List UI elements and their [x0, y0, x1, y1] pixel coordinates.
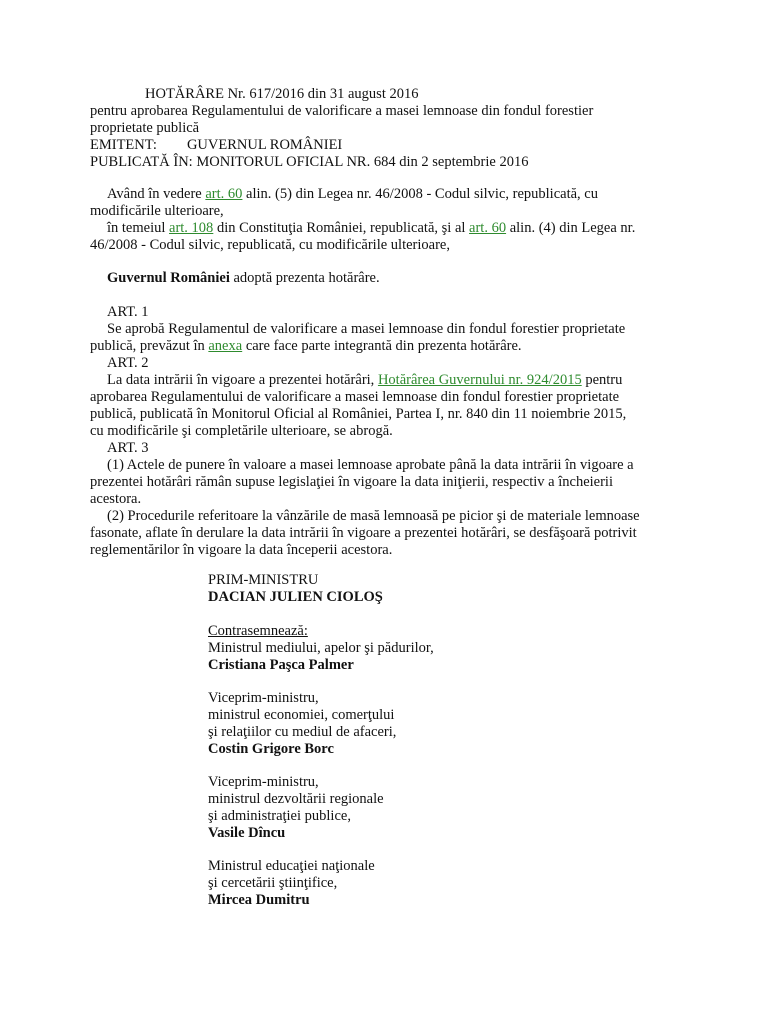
adoption-statement: [90, 270, 690, 287]
art3-paragraph-1: (1) Actele de punere în valoare a masei lemnoase aprobate până la data intrării în vigoare a: [107, 457, 634, 473]
preamble-text: din Constituţia României, republicată, şi al: [213, 220, 470, 236]
art3-text: fasonate, aflate în derulare la data intrării în vigoare a prezentei hotărâri, se desfăşoară potrivit: [90, 525, 637, 541]
preamble-text: în temeiul: [107, 220, 170, 236]
art3-text: acestora.: [90, 491, 142, 507]
signature-regional: [208, 774, 608, 842]
art1-text: care face parte integrantă din prezenta hotărâre.: [242, 338, 522, 354]
document-title: HOTĂRÂRE Nr. 617/2016 din 31 august 2016: [145, 86, 419, 102]
signature-education: [208, 858, 608, 909]
publicata-row: [90, 154, 690, 171]
prime-minister-signature: [208, 572, 608, 606]
minister-name: Vasile Dîncu: [208, 825, 286, 841]
art3-paragraph-2: (2) Procedurile referitoare la vânzările de masă lemnoasă pe picior şi de materiale lemnoase: [107, 508, 640, 524]
government-name: Guvernul României: [107, 270, 230, 286]
minister-name: Mircea Dumitru: [208, 892, 310, 908]
minister-role: Ministrul mediului, apelor şi pădurilor,: [208, 640, 434, 656]
document-subtitle-line2: proprietate publică: [90, 120, 200, 136]
preamble-text: modificările ulterioare,: [90, 203, 224, 219]
minister-name: Cristiana Paşca Palmer: [208, 657, 354, 673]
art2-title: ART. 2: [107, 355, 149, 371]
countersign-block: [208, 623, 608, 674]
minister-role: ministrul economiei, comerţului: [208, 707, 395, 723]
preamble-text: alin. (4) din Legea nr.: [506, 220, 636, 236]
link-anexa[interactable]: anexa: [208, 338, 243, 354]
link-art-60[interactable]: art. 60: [205, 186, 243, 202]
minister-role: şi cercetării ştiinţifice,: [208, 875, 338, 891]
art2-text: publică, publicată în Monitorul Oficial al României, Partea I, nr. 840 din 11 noiembrie 2015,: [90, 406, 627, 422]
art2-text-line1: [90, 372, 690, 389]
minister-role: şi administraţiei publice,: [208, 808, 351, 824]
art1-text: Se aprobă Regulamentul de valorificare a masei lemnoase din fondul forestier proprietate: [107, 321, 626, 337]
publicata-label: PUBLICATĂ ÎN:: [90, 154, 193, 170]
art3-title: ART. 3: [107, 440, 149, 456]
minister-role: Ministrul educaţiei naţionale: [208, 858, 375, 874]
link-art-108[interactable]: art. 108: [169, 220, 214, 236]
art3-text: prezentei hotărâri rămân supuse legislaţiei în vigoare la data iniţierii, respectiv a încheierii: [90, 474, 613, 490]
art1-text: publică, prevăzut în: [90, 338, 209, 354]
minister-role: ministrul dezvoltării regionale: [208, 791, 384, 807]
preamble-text: 46/2008 - Codul silvic, republicată, cu modificările ulterioare,: [90, 237, 450, 253]
minister-role: Viceprim-ministru,: [208, 774, 319, 790]
preamble-text: Având în vedere: [107, 186, 206, 202]
art3-text: reglementărilor în vigoare la data începerii acestora.: [90, 542, 393, 558]
publicata-value: MONITORUL OFICIAL NR. 684 din 2 septembrie 2016: [196, 154, 529, 170]
art1-text-line2: [90, 338, 690, 355]
preamble-text: alin. (5) din Legea nr. 46/2008 - Codul silvic, republicată, cu: [242, 186, 598, 202]
preamble-paragraph-1: [90, 186, 690, 203]
document-header: [90, 86, 690, 171]
minister-name: Costin Grigore Borc: [208, 741, 334, 757]
link-hg-924-2015[interactable]: Hotărârea Guvernului nr. 924/2015: [377, 372, 582, 388]
emitent-label: EMITENT:: [90, 137, 157, 153]
preamble-paragraph-2: [90, 220, 690, 237]
adoption-text: adoptă prezenta hotărâre.: [229, 270, 380, 286]
preamble: [90, 186, 690, 254]
emitent-row: [90, 137, 690, 154]
pm-name: DACIAN JULIEN CIOLOŞ: [208, 589, 383, 605]
link-art-60-b[interactable]: art. 60: [469, 220, 507, 236]
minister-role: şi relaţiilor cu mediul de afaceri,: [208, 724, 397, 740]
articles: [90, 304, 690, 559]
adoption-line: [90, 270, 690, 287]
countersign-label: Contrasemnează:: [208, 623, 308, 639]
minister-role: Viceprim-ministru,: [208, 690, 319, 706]
art1-title: ART. 1: [107, 304, 149, 320]
art2-text: cu modificările şi completările ulterioare, se abrogă.: [90, 423, 393, 439]
emitent-value: GUVERNUL ROMÂNIEI: [186, 137, 343, 153]
art2-text: pentru: [581, 372, 623, 388]
art2-text: La data intrării în vigoare a prezentei hotărâri,: [107, 372, 378, 388]
signature-economy: [208, 690, 608, 758]
document-subtitle-line1: pentru aprobarea Regulamentului de valorificare a masei lemnoase din fondul forestier: [90, 103, 594, 119]
art2-text: aprobarea Regulamentului de valorificare a masei lemnoase din fondul forestier proprietate: [90, 389, 620, 405]
pm-title: PRIM-MINISTRU: [208, 572, 319, 588]
